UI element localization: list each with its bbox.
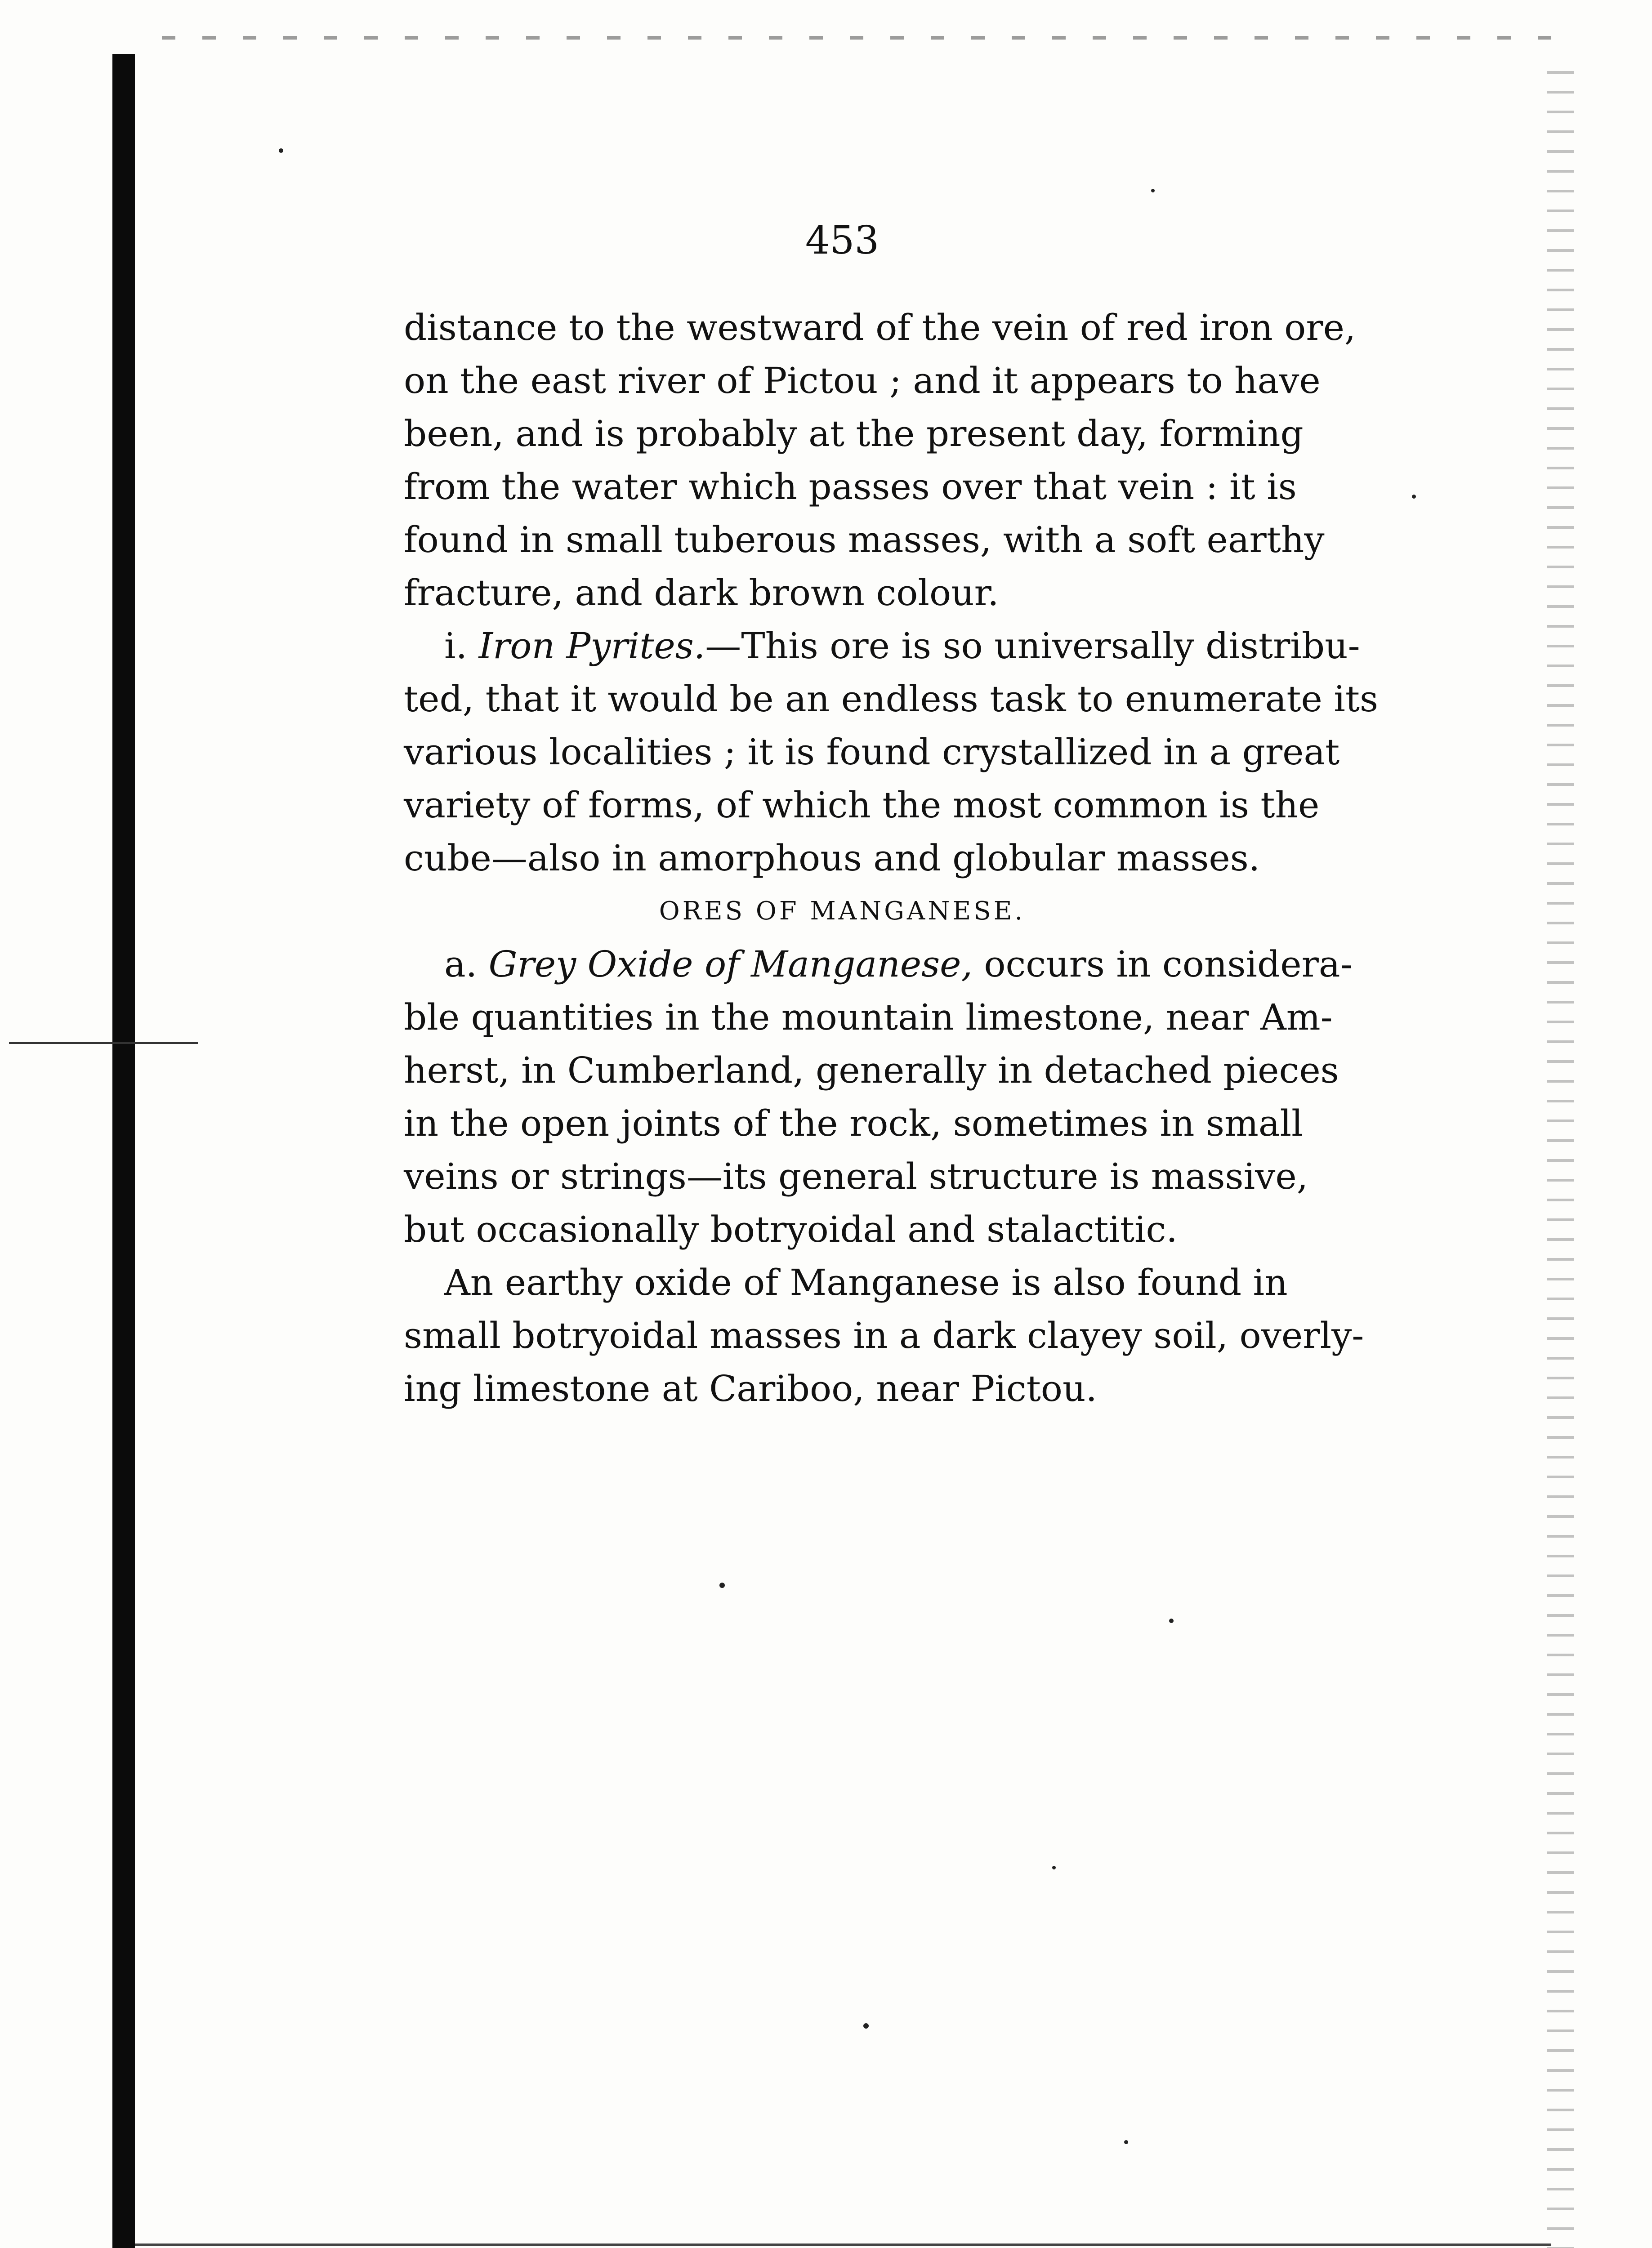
text-line: An earthy oxide of Manganese is also found in — [444, 1262, 1288, 1303]
text-line: been, and is probably at the present day, forming — [404, 413, 1304, 455]
text-line: ble quantities in the mountain limestone, near Am- — [404, 996, 1333, 1038]
paragraph-earthy-oxide — [404, 1256, 1364, 1415]
text-line: cube—also in amorphous and globular masses. — [404, 837, 1260, 879]
speck — [1124, 2140, 1128, 2144]
text-line: in the open joints of the rock, sometimes in small — [404, 1102, 1303, 1144]
text-line — [404, 620, 1360, 673]
mineral-title: Grey Oxide of Manganese, — [488, 943, 973, 985]
speck — [863, 2023, 869, 2029]
speck — [719, 1583, 725, 1588]
paragraph-1 — [404, 301, 1356, 620]
speck — [1412, 495, 1416, 499]
text-fragment: —This ore is so universally distribu- — [705, 625, 1360, 667]
text-line: variety of forms, of which the most common is the — [404, 784, 1320, 826]
text-fragment: occurs in considera- — [972, 943, 1353, 985]
paragraph-iron-pyrites — [404, 620, 1379, 885]
margin-rule — [9, 1042, 198, 1044]
item-label: a. — [444, 943, 478, 985]
paragraph-grey-oxide — [404, 938, 1353, 1256]
text-line: fracture, and dark brown colour. — [404, 572, 999, 614]
text-line: distance to the westward of the vein of red iron ore, — [404, 307, 1356, 348]
text-line: ing limestone at Cariboo, near Pictou. — [404, 1368, 1097, 1409]
text-line: from the water which passes over that vein : it is — [404, 466, 1297, 508]
speck — [1169, 1619, 1174, 1623]
text-line: various localities ; it is found crystallized in a great — [404, 731, 1340, 773]
item-label: i. — [444, 625, 468, 667]
text-line: veins or strings—its general structure is massive, — [404, 1155, 1308, 1197]
text-line: herst, in Cumberland, generally in detached pieces — [404, 1049, 1339, 1091]
text-line: found in small tuberous masses, with a soft earthy — [404, 519, 1325, 561]
text-line: ted, that it would be an endless task to enumerate its — [404, 678, 1379, 720]
binding-shadow — [112, 54, 135, 2248]
right-page-edge — [1547, 54, 1574, 2248]
text-block — [404, 216, 1379, 1415]
page-number: 453 — [805, 218, 880, 263]
section-heading: ORES OF MANGANESE. — [659, 897, 1026, 926]
speck — [1151, 189, 1155, 192]
text-line — [404, 938, 1353, 991]
speck — [279, 148, 283, 153]
top-page-edge — [135, 36, 1551, 40]
speck — [1052, 1866, 1056, 1869]
text-line: on the east river of Pictou ; and it appears to have — [404, 360, 1321, 401]
text-line: small botryoidal masses in a dark clayey soil, overly- — [404, 1315, 1364, 1356]
bottom-rule — [135, 2244, 1551, 2246]
text-line: but occasionally botryoidal and stalactitic. — [404, 1209, 1178, 1250]
mineral-title: Iron Pyrites. — [478, 625, 705, 667]
